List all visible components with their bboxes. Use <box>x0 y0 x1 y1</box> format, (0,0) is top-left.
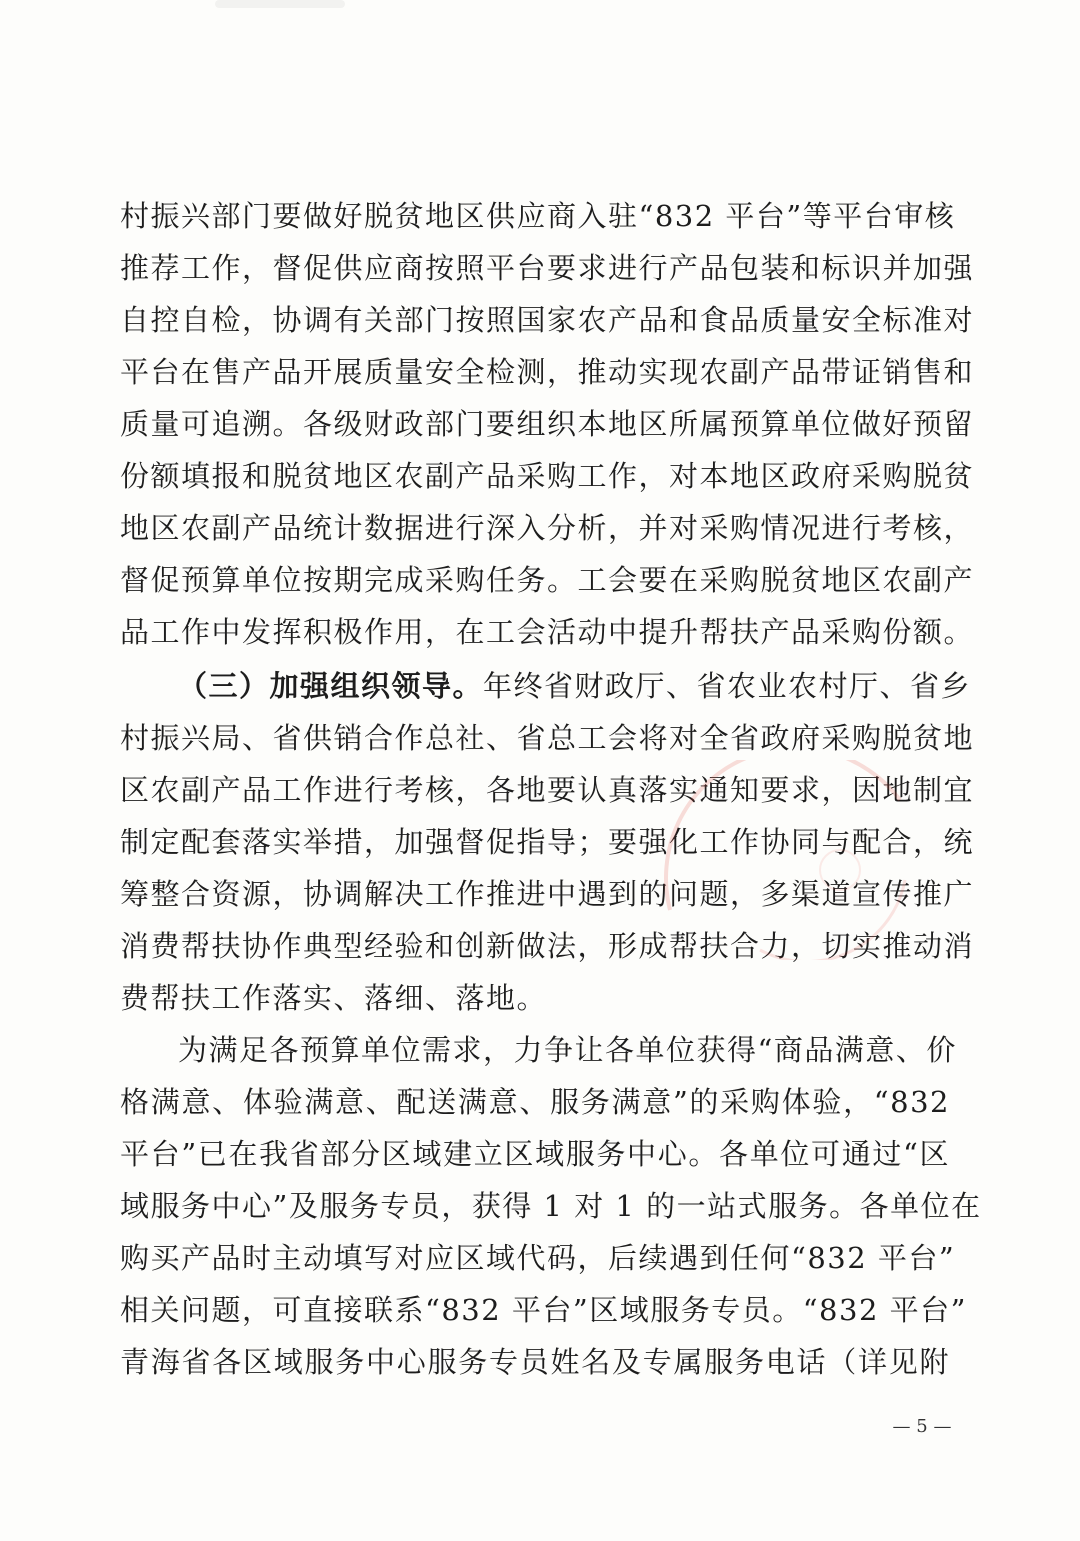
paragraph-2-line-7: 费帮扶工作落实、落细、落地。 <box>120 981 548 1015</box>
scan-smudge <box>215 0 345 8</box>
paragraph-1-line-5: 质量可追溯。各级财政部门要组织本地区所属预算单位做好预留 <box>120 407 975 441</box>
paragraph-2-line-3: 区农副产品工作进行考核，各地要认真落实通知要求，因地制宜 <box>120 773 975 807</box>
paragraph-1-line-4: 平台在售产品开展质量安全检测，推动实现农副产品带证销售和 <box>120 355 975 389</box>
paragraph-2-line-6: 消费帮扶协作典型经验和创新做法，形成帮扶合力，切实推动消 <box>120 929 975 963</box>
paragraph-1-line-8: 督促预算单位按期完成采购任务。工会要在采购脱贫地区农副产 <box>120 563 975 597</box>
paragraph-2-line-2: 村振兴局、省供销合作总社、省总工会将对全省政府采购脱贫地 <box>120 721 975 755</box>
paragraph-3-line-4: 域服务中心”及服务专员，获得 1 对 1 的一站式服务。各单位在 <box>120 1189 982 1223</box>
paragraph-3-line-7: 青海省各区域服务中心服务专员姓名及专属服务电话（详见附 <box>120 1345 950 1379</box>
paragraph-2-line-1 <box>178 666 972 706</box>
paragraph-3-line-1: 为满足各预算单位需求，力争让各单位获得“商品满意、价 <box>178 1033 957 1067</box>
section-heading: （三）加强组织领导。 <box>178 669 484 703</box>
paragraph-2-first-line-rest: 年终省财政厅、省农业农村厅、省乡 <box>483 669 972 703</box>
paragraph-3-line-6: 相关问题，可直接联系“832 平台”区域服务专员。“832 平台” <box>120 1293 967 1327</box>
paragraph-2-line-5: 筹整合资源，协调解决工作推进中遇到的问题，多渠道宣传推广 <box>120 877 975 911</box>
paragraph-1-line-2: 推荐工作，督促供应商按照平台要求进行产品包装和标识并加强 <box>120 251 975 285</box>
paragraph-1-line-9: 品工作中发挥积极作用，在工会活动中提升帮扶产品采购份额。 <box>120 615 975 649</box>
page-number: — 5 — <box>892 1416 952 1437</box>
paragraph-3-line-3: 平台”已在我省部分区域建立区域服务中心。各单位可通过“区 <box>120 1137 950 1171</box>
paragraph-3-line-2: 格满意、体验满意、配送满意、服务满意”的采购体验，“832 <box>120 1085 950 1119</box>
paragraph-1-line-3: 自控自检，协调有关部门按照国家农产品和食品质量安全标准对 <box>120 303 975 337</box>
paragraph-1-line-7: 地区农副产品统计数据进行深入分析，并对采购情况进行考核， <box>120 511 975 545</box>
paragraph-3-line-5: 购买产品时主动填写对应区域代码，后续遇到任何“832 平台” <box>120 1241 956 1275</box>
paragraph-1-line-6: 份额填报和脱贫地区农副产品采购工作，对本地区政府采购脱贫 <box>120 459 975 493</box>
paragraph-2-line-4: 制定配套落实举措，加强督促指导；要强化工作协同与配合，统 <box>120 825 975 859</box>
paragraph-1-line-1: 村振兴部门要做好脱贫地区供应商入驻“832 平台”等平台审核 <box>120 199 956 233</box>
